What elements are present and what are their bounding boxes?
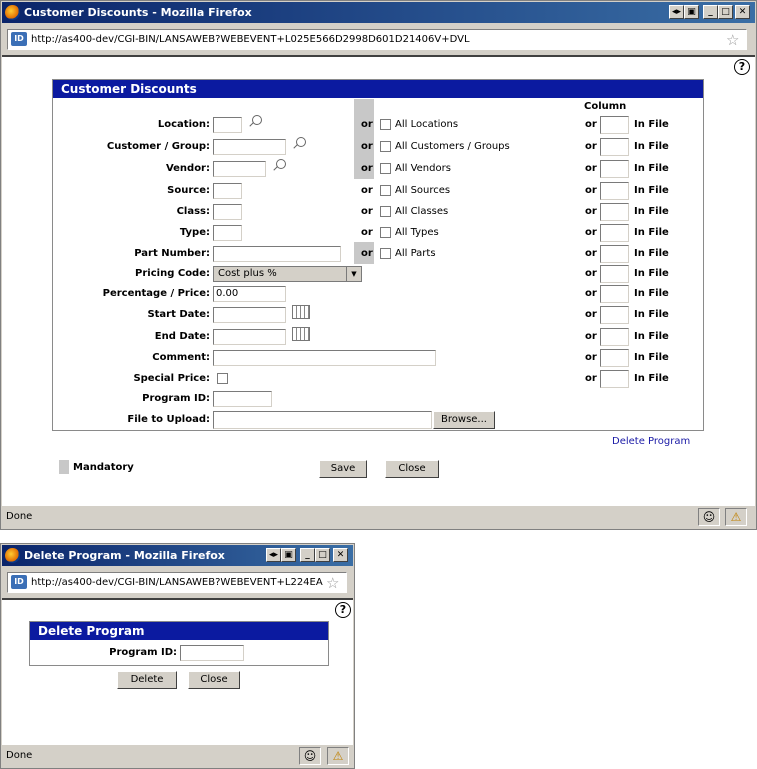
program-id-input[interactable] <box>213 391 272 407</box>
program-id-input[interactable] <box>180 645 244 661</box>
delete-program-window <box>0 543 355 769</box>
close-button[interactable]: Close <box>385 460 439 478</box>
in-file-label: In File <box>634 288 669 299</box>
firefox-icon <box>5 5 20 20</box>
or-label: or <box>585 352 597 363</box>
all-customers-checkbox[interactable] <box>380 141 391 152</box>
all-classes-label: All Classes <box>395 206 449 217</box>
source-column-input[interactable] <box>600 182 629 200</box>
or-label: or <box>585 185 597 196</box>
pricing-code-select[interactable] <box>213 266 362 282</box>
maximize-button[interactable]: □ <box>718 5 733 19</box>
title-bar[interactable] <box>2 545 353 566</box>
delete-program-link[interactable]: Delete Program <box>612 436 691 447</box>
url-text: http://as400-dev/CGI-BIN/LANSAWEB?WEBEVENT+L224EA <box>31 577 323 588</box>
class-input[interactable] <box>213 204 242 220</box>
vendor-lookup-icon[interactable] <box>276 159 286 169</box>
calendar-icon[interactable] <box>292 327 310 341</box>
or-label: or <box>361 163 373 174</box>
close-button[interactable]: Close <box>188 671 240 689</box>
special-price-checkbox[interactable] <box>217 373 228 384</box>
customer-label: Customer / Group: <box>106 141 210 152</box>
vendor-input[interactable] <box>213 161 266 177</box>
file-upload-label: File to Upload: <box>127 414 210 425</box>
or-label: or <box>585 309 597 320</box>
greasemonkey-icon[interactable]: ☺ <box>698 508 720 526</box>
all-locations-checkbox[interactable] <box>380 119 391 130</box>
or-label: or <box>361 206 373 217</box>
mandatory-swatch <box>59 460 69 474</box>
or-label: or <box>585 119 597 130</box>
warning-icon[interactable]: ⚠ <box>725 508 747 526</box>
or-label: or <box>585 141 597 152</box>
location-label: Location: <box>157 119 210 130</box>
bookmark-star-icon[interactable]: ☆ <box>326 574 340 592</box>
mandatory-label: Mandatory <box>73 462 134 473</box>
location-column-input[interactable] <box>600 116 629 134</box>
in-file-label: In File <box>634 119 669 130</box>
url-bar <box>2 566 353 599</box>
minimize-button[interactable]: _ <box>300 548 315 562</box>
percentage-label: Percentage / Price: <box>102 288 210 299</box>
window-title: Delete Program - Mozilla Firefox <box>24 549 225 562</box>
maximize-button[interactable]: □ <box>315 548 330 562</box>
save-button[interactable]: Save <box>319 460 367 478</box>
or-label: or <box>361 141 373 152</box>
start-date-column-input[interactable] <box>600 306 629 324</box>
url-bar <box>2 23 755 56</box>
minimize-button[interactable]: _ <box>703 5 718 19</box>
page-content <box>2 598 353 747</box>
calendar-icon[interactable] <box>292 305 310 319</box>
or-label: or <box>585 373 597 384</box>
in-file-label: In File <box>634 373 669 384</box>
comment-input[interactable] <box>213 350 436 366</box>
or-label: or <box>585 288 597 299</box>
program-id-label: Program ID: <box>142 393 210 404</box>
customer-column-input[interactable] <box>600 138 629 156</box>
all-locations-label: All Locations <box>395 119 459 130</box>
or-label: or <box>585 331 597 342</box>
special-price-label: Special Price: <box>133 373 210 384</box>
special-price-column-input[interactable] <box>600 370 629 388</box>
site-id-icon: ID <box>11 575 27 589</box>
window-title: Customer Discounts - Mozilla Firefox <box>24 6 252 19</box>
or-label: or <box>361 248 373 259</box>
close-window-button[interactable]: ✕ <box>735 5 750 19</box>
comment-column-input[interactable] <box>600 349 629 367</box>
in-file-label: In File <box>634 227 669 238</box>
location-input[interactable] <box>213 117 242 133</box>
all-sources-checkbox[interactable] <box>380 185 391 196</box>
pricing-code-label: Pricing Code: <box>135 268 210 279</box>
delete-button[interactable]: Delete <box>117 671 177 689</box>
status-bar <box>2 505 755 528</box>
all-types-label: All Types <box>395 227 439 238</box>
close-window-button[interactable]: ✕ <box>333 548 348 562</box>
part-number-input[interactable] <box>213 246 341 262</box>
help-icon[interactable]: ? <box>734 59 750 75</box>
url-text: http://as400-dev/CGI-BIN/LANSAWEB?WEBEVENT+L025E566D2998D601D21406V+DVL <box>31 34 470 45</box>
pin-icon[interactable]: ▣ <box>684 5 699 19</box>
greasemonkey-icon[interactable]: ☺ <box>299 747 321 765</box>
or-label: or <box>585 268 597 279</box>
restore-icon[interactable]: ◂▸ <box>669 5 684 19</box>
in-file-label: In File <box>634 331 669 342</box>
class-column-input[interactable] <box>600 203 629 221</box>
column-header: Column <box>584 101 627 112</box>
restore-icon[interactable]: ◂▸ <box>266 548 281 562</box>
part-number-label: Part Number: <box>134 248 210 259</box>
start-date-input[interactable] <box>213 307 286 323</box>
site-id-icon: ID <box>11 32 27 46</box>
all-vendors-label: All Vendors <box>395 163 451 174</box>
all-customers-label: All Customers / Groups <box>395 141 510 152</box>
help-icon[interactable]: ? <box>335 602 351 618</box>
warning-icon[interactable]: ⚠ <box>327 747 349 765</box>
program-id-label: Program ID: <box>109 647 177 658</box>
or-label: or <box>585 206 597 217</box>
vendor-column-input[interactable] <box>600 160 629 178</box>
end-date-label: End Date: <box>154 331 210 342</box>
panel-title: Delete Program <box>30 622 328 640</box>
url-field[interactable] <box>7 29 747 50</box>
in-file-label: In File <box>634 309 669 320</box>
browse-button[interactable]: Browse... <box>433 411 495 429</box>
part-column-input[interactable] <box>600 245 629 263</box>
page-content <box>2 55 755 508</box>
end-date-column-input[interactable] <box>600 328 629 346</box>
in-file-label: In File <box>634 248 669 259</box>
in-file-label: In File <box>634 163 669 174</box>
title-bar[interactable] <box>2 2 755 23</box>
url-field[interactable] <box>7 572 347 593</box>
all-sources-label: All Sources <box>395 185 451 196</box>
all-classes-checkbox[interactable] <box>380 206 391 217</box>
type-label: Type: <box>179 227 210 238</box>
type-column-input[interactable] <box>600 224 629 242</box>
class-label: Class: <box>176 206 210 217</box>
firefox-icon <box>5 548 20 563</box>
customer-lookup-icon[interactable] <box>296 137 306 147</box>
or-label: or <box>585 227 597 238</box>
vendor-label: Vendor: <box>165 163 210 174</box>
location-lookup-icon[interactable] <box>252 115 262 125</box>
panel-title: Customer Discounts <box>53 80 703 98</box>
source-label: Source: <box>167 185 210 196</box>
all-parts-checkbox[interactable] <box>380 248 391 259</box>
comment-label: Comment: <box>152 352 210 363</box>
status-bar <box>2 744 353 767</box>
bookmark-star-icon[interactable]: ☆ <box>726 31 740 49</box>
end-date-input[interactable] <box>213 329 286 345</box>
percentage-column-input[interactable] <box>600 285 629 303</box>
or-label: or <box>361 227 373 238</box>
dropdown-arrow-icon[interactable]: ▼ <box>346 267 361 281</box>
in-file-label: In File <box>634 141 669 152</box>
or-label: or <box>585 248 597 259</box>
all-parts-label: All Parts <box>395 248 436 259</box>
or-label: or <box>361 185 373 196</box>
in-file-label: In File <box>634 206 669 217</box>
all-vendors-checkbox[interactable] <box>380 163 391 174</box>
or-label: or <box>585 163 597 174</box>
or-label: or <box>361 119 373 130</box>
pricing-column-input[interactable] <box>600 265 629 283</box>
source-input[interactable] <box>213 183 242 199</box>
in-file-label: In File <box>634 352 669 363</box>
status-text: Done <box>6 750 33 761</box>
pin-icon[interactable]: ▣ <box>281 548 296 562</box>
percentage-input[interactable]: 0.00 <box>213 286 286 302</box>
status-text: Done <box>6 511 33 522</box>
customer-input[interactable] <box>213 139 286 155</box>
type-input[interactable] <box>213 225 242 241</box>
start-date-label: Start Date: <box>147 309 210 320</box>
in-file-label: In File <box>634 185 669 196</box>
in-file-label: In File <box>634 268 669 279</box>
pricing-code-value: Cost plus % <box>218 268 277 279</box>
all-types-checkbox[interactable] <box>380 227 391 238</box>
file-upload-input[interactable] <box>213 411 432 429</box>
